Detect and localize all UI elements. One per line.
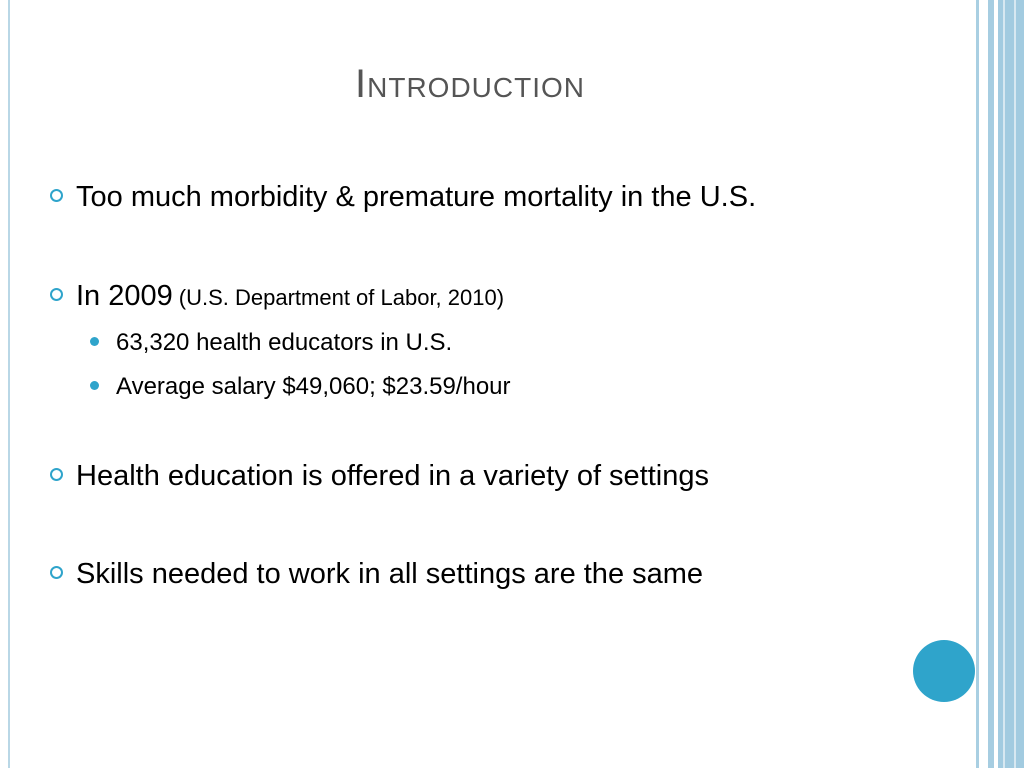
right-stripe-gap <box>980 0 988 768</box>
bullet-item <box>50 558 703 591</box>
ring-bullet-icon <box>50 468 63 481</box>
dot-bullet-icon <box>90 381 99 390</box>
right-stripe-band <box>998 0 1024 768</box>
sub-bullet-text: 63,320 health educators in U.S. <box>116 329 453 356</box>
ring-bullet-icon <box>50 288 63 301</box>
bullet-text: In 2009 <box>76 280 173 312</box>
sub-bullet-item <box>90 329 452 357</box>
bullet-text: Skills needed to work in all settings are the same <box>76 558 704 590</box>
bullet-text: Health education is offered in a variety of settings <box>76 460 710 492</box>
right-stripe-highlight <box>1003 0 1005 768</box>
right-stripe <box>976 0 979 768</box>
slide-title: Introduction <box>355 62 585 106</box>
right-stripe-highlight <box>1014 0 1016 768</box>
sub-bullet-text: Average salary $49,060; $23.59/hour <box>116 373 511 400</box>
bullet-item <box>50 280 504 313</box>
ring-bullet-icon <box>50 189 63 202</box>
bullet-text: Too much morbidity & premature mortality in the U.S. <box>76 181 757 213</box>
bullet-item <box>50 181 756 214</box>
bullet-reference: (U.S. Department of Labor, 2010) <box>178 285 505 310</box>
bullet-item <box>50 460 709 493</box>
ring-bullet-icon <box>50 566 63 579</box>
left-border-line <box>8 0 10 768</box>
dot-bullet-icon <box>90 337 99 346</box>
sub-bullet-item <box>90 373 511 401</box>
circle-decoration <box>913 640 975 702</box>
